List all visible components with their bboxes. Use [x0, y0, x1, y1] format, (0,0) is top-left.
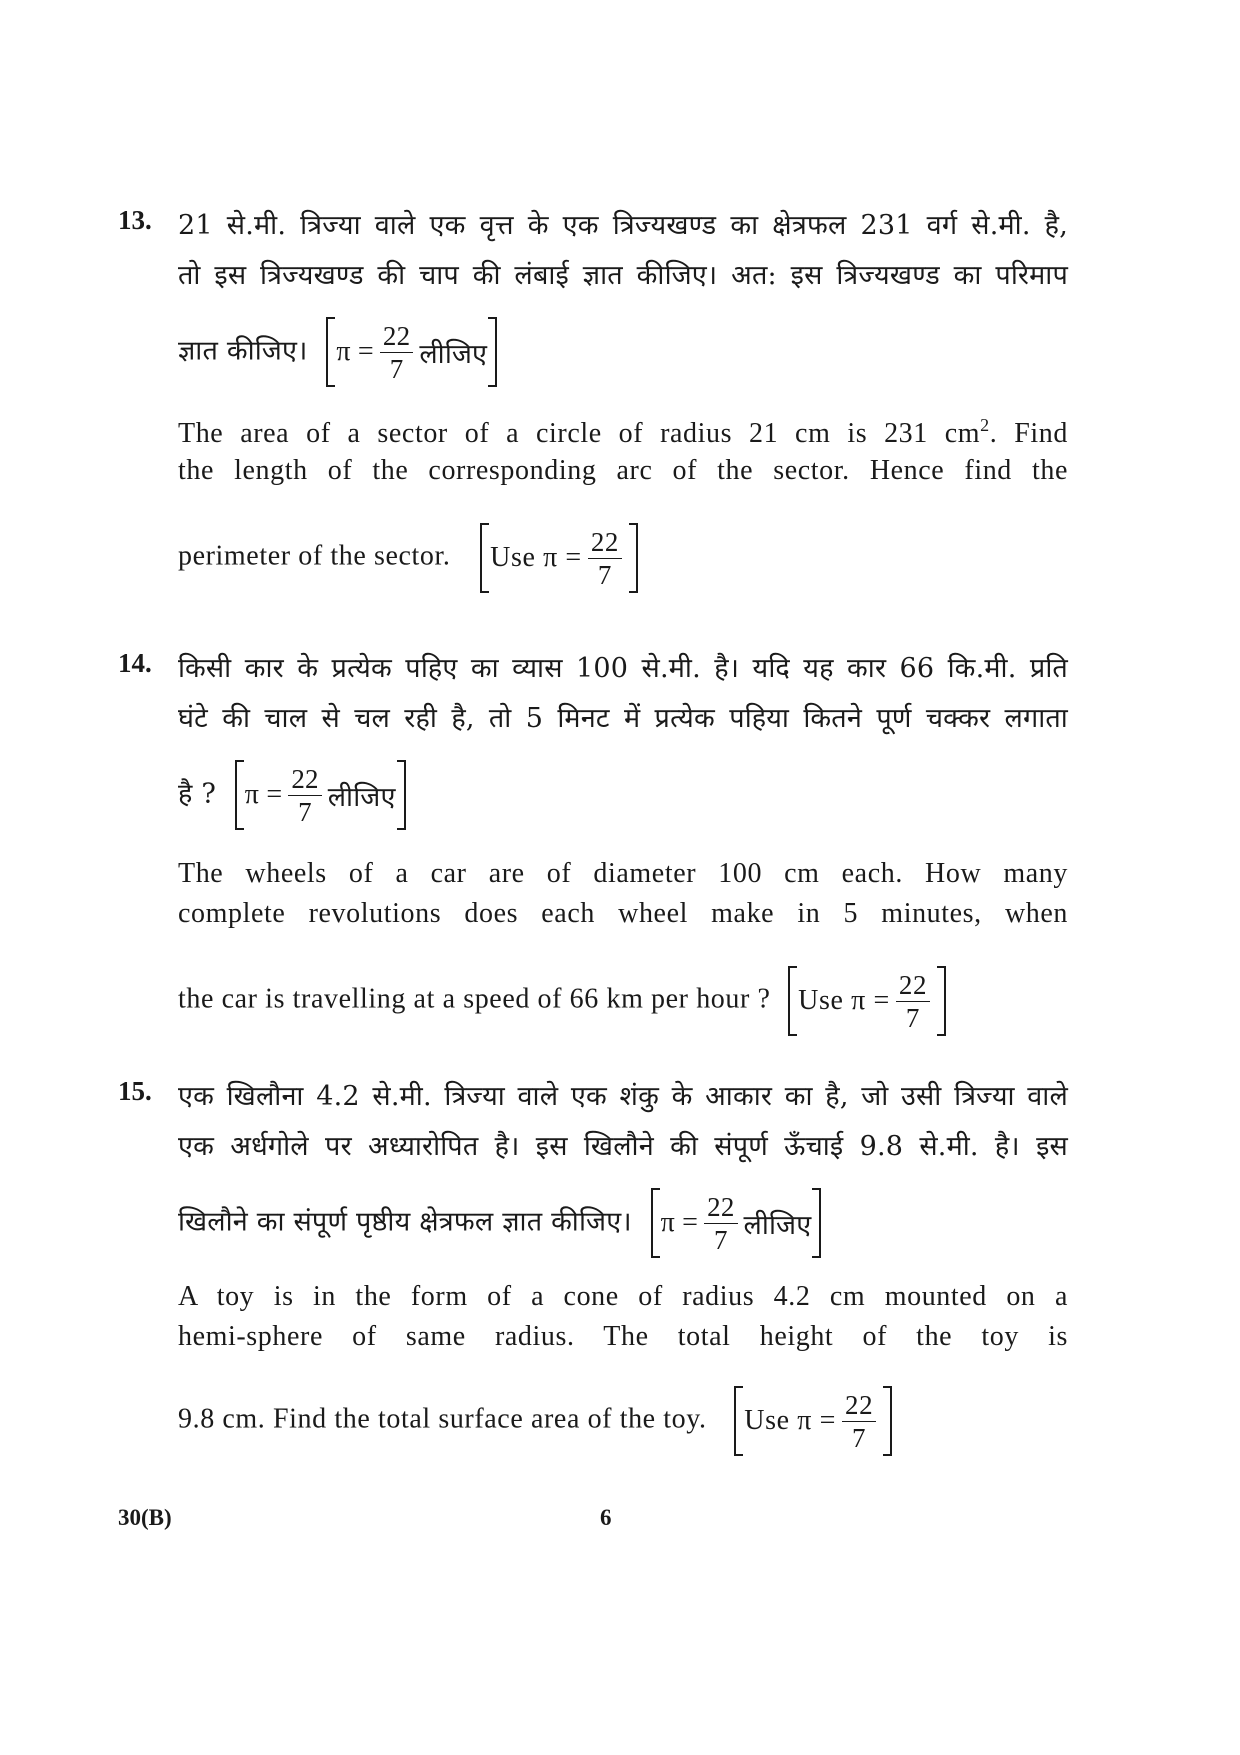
- question-number: 13.: [118, 205, 152, 235]
- pi-fraction: [842, 1389, 876, 1454]
- hindi-line-2: एक अर्धगोले पर अध्यारोपित है। इस खिलौने की संपूर्ण ऊँचाई 9.8 से.मी. है। इस: [178, 1131, 1068, 1162]
- english-line-2: the length of the corresponding arc of the sector. Hence find the: [178, 455, 1068, 486]
- fraction-denominator: 7: [852, 1422, 867, 1453]
- pi-hint-suffix: लीजिए: [419, 338, 488, 370]
- fraction-numerator: 22: [380, 320, 413, 353]
- hindi-line-3-text: है ?: [178, 778, 216, 810]
- fraction-numerator: 22: [896, 969, 930, 1002]
- pi-hint-prefix: Use π =: [798, 985, 890, 1016]
- english-line-3-text: the car is travelling at a speed of 66 km per hour ?: [178, 983, 771, 1015]
- pi-hint-prefix: π =: [336, 336, 374, 367]
- hindi-line-3-text: ज्ञात कीजिए।: [178, 335, 308, 367]
- fraction-denominator: 7: [298, 796, 312, 827]
- english-line-1-end: . Find: [989, 418, 1068, 449]
- pi-fraction: [288, 763, 321, 828]
- hindi-line-1: किसी कार के प्रत्येक पहिए का व्यास 100 से.मी. है। यदि यह कार 66 कि.मी. प्रति: [178, 653, 1068, 684]
- hindi-line-3-text: खिलौने का संपूर्ण पृष्ठीय क्षेत्रफल ज्ञात कीजिए।: [178, 1206, 632, 1238]
- pi-hint-bracket: [788, 966, 946, 1036]
- fraction-denominator: 7: [713, 1224, 728, 1255]
- pi-hint-prefix: Use π =: [490, 542, 582, 573]
- fraction-denominator: 7: [597, 559, 612, 590]
- fraction-denominator: 7: [905, 1002, 921, 1033]
- pi-hint-bracket: [651, 1188, 822, 1258]
- pi-fraction: [588, 526, 622, 591]
- pi-fraction: [704, 1191, 737, 1256]
- page-number: 6: [600, 1505, 612, 1530]
- hindi-line-2: तो इस त्रिज्यखण्ड की चाप की लंबाई ज्ञात कीजिए। अत: इस त्रिज्यखण्ड का परिमाप: [178, 260, 1068, 291]
- fraction-numerator: 22: [704, 1191, 737, 1224]
- english-line-3: [178, 1386, 1068, 1456]
- hindi-line-3: [178, 760, 1068, 830]
- pi-hint-bracket: [326, 317, 497, 387]
- pi-fraction: [896, 969, 930, 1034]
- english-line-2: hemi-sphere of same radius. The total height of the toy is: [178, 1321, 1068, 1352]
- pi-hint-bracket: [480, 523, 638, 593]
- fraction-numerator: 22: [288, 763, 321, 796]
- english-line-1: A toy is in the form of a cone of radius 4.2 cm mounted on a: [178, 1281, 1068, 1312]
- pi-hint-prefix: π =: [244, 779, 283, 810]
- hindi-line-3: [178, 317, 1068, 387]
- pi-hint-suffix: लीजिए: [327, 781, 396, 813]
- english-line-2: complete revolutions does each wheel make in 5 minutes, when: [178, 898, 1068, 929]
- hindi-line-1: 21 से.मी. त्रिज्या वाले एक वृत्त के एक त्रिज्यखण्ड का क्षेत्रफल 231 वर्ग से.मी. है,: [178, 210, 1068, 241]
- question-number: 15.: [118, 1076, 152, 1106]
- paper-code: 30(B): [118, 1505, 172, 1530]
- question-number: 14.: [118, 648, 152, 678]
- english-line-1: The wheels of a car are of diameter 100 cm each. How many: [178, 858, 1068, 889]
- superscript: 2: [980, 415, 990, 435]
- english-line-1: [178, 415, 1068, 450]
- hindi-line-1: एक खिलौना 4.2 से.मी. त्रिज्या वाले एक शंकु के आकार का है, जो उसी त्रिज्या वाले: [178, 1081, 1068, 1112]
- fraction-numerator: 22: [588, 526, 622, 559]
- english-line-3-text: 9.8 cm. Find the total surface area of the toy.: [178, 1403, 707, 1435]
- fraction-numerator: 22: [842, 1389, 876, 1422]
- pi-hint-suffix: लीजिए: [743, 1209, 812, 1241]
- pi-hint-prefix: Use π =: [744, 1405, 836, 1436]
- pi-hint-bracket: [235, 760, 406, 830]
- fraction-denominator: 7: [389, 353, 404, 384]
- pi-hint-bracket: [734, 1386, 892, 1456]
- pi-fraction: [380, 320, 413, 385]
- hindi-line-3: [178, 1188, 1068, 1258]
- english-line-3-text: perimeter of the sector.: [178, 540, 451, 572]
- english-line-3: [178, 523, 1068, 593]
- hindi-line-2: घंटे की चाल से चल रही है, तो 5 मिनट में प्रत्येक पहिया कितने पूर्ण चक्कर लगाता: [178, 703, 1068, 734]
- pi-hint-prefix: π =: [660, 1207, 699, 1238]
- english-line-3: [178, 966, 1068, 1036]
- english-line-1-text: The area of a sector of a circle of radius 21 cm is 231 cm: [178, 418, 981, 449]
